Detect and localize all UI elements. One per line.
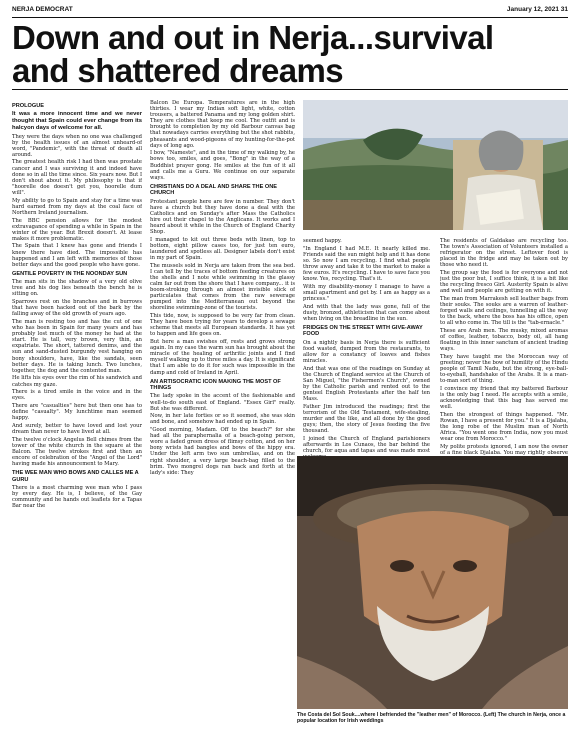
headline-line-2: and shattered dreams [12, 52, 343, 87]
masthead [12, 6, 568, 18]
man-in-hat-photo [297, 456, 568, 709]
paragraph: Now, in her late forties or so it seemed, she was skin and bone, and somehow had ended up in Spain. [150, 413, 295, 426]
paragraph: The Spain that I knew has gone and friends I knew there have died. The impossible has happened and I am left with memories of those better days and the good people who have gone. [12, 243, 142, 268]
paragraph: The residents of Galdakao are recycling too. The town's Association of Volunteers installed a refrigerator on the street. Leftover food is placed in the fridge and may be taken out by those who need it. [440, 238, 568, 269]
paragraph: This tide, now, is supposed to be very far from clean. They have been trying for years to develop a sewage scheme that meets all European standards. It has yet to happen and life goes on. [150, 313, 295, 338]
lead-paragraph: It was a more innocent time and we never thought that Spain could ever change from its halcyon days of welcome for all. [12, 111, 142, 131]
paragraph: The man from Marrakesh sell leather bags from their souks. The souks are a warren of leather-forged walls and ceilings, tunnelling all the way to the back, where the boss has his office, open to all who come in. The till is the "tab-ernacle." [440, 296, 568, 327]
paragraph: Balcon De Europa. Temperatures are in the high thirties. I wear my Indian soft light, white, cotton trousers, a battered Panama and my long golden shirt. They are clothes that keep me cool. The outfit and is brought to completion by my old Barbour canvas bag that nowadays carries everything but the shot rabbits, pheasants and wood-pigeons of my hunting-for-the-pot days of long ago. [150, 100, 295, 149]
paragraph: And that was one of the readings on Sunday at the Church of England service at the Church of San Miguel, "the Fishermen's Church", owned by the Catholic parish and rented out to the genteel English Protestants after the half ten Mass. [303, 365, 430, 403]
headline [12, 21, 568, 87]
woman-reading-photo-image [303, 100, 568, 230]
page-date: January 12, 2021 31 [506, 6, 568, 13]
section-heading: FRIDGES ON THE STREET WITH GIVE-AWAY FOOD [303, 325, 423, 338]
paragraph: The BBC pension allows for the modest extravagance of spending a while in Spain in the winter of the year. But Brexit doesn't. At lease makes it more problematic. [12, 217, 142, 242]
section-heading: PROLOGUE [12, 103, 45, 109]
paragraph: On a nightly basis in Nerja there is sufficient food wasted, dumped from the restaurants, to allow for a constancy of loaves and fishes miracles. [303, 339, 430, 365]
paper-name: NERJA DEMOCRAT [12, 6, 73, 13]
section-heading: GENTILE POVERTY IN THE NOONDAY SUN [12, 270, 128, 277]
column-2 [150, 100, 295, 737]
paragraph: Father Jim introduced the readings; first the terrorism of the Old Testament, wife-stealing, murder and the like, and all done by the good guys; then, the story of Jesus feeding the five thousand. [303, 403, 430, 435]
paragraph: They have taught me the Moroccan way of greeting; never the bow of humility of the Hindu people of Tamil Nadu, but the strong, eye-ball-to-eyeball, handshake of the Arabs. It is a man-to-man sort of thing. [440, 354, 568, 385]
paragraph: They were the days when no one was challenged by the health issues of an almost unheard-of word, "Pandemic", with the threat of death all around. [12, 133, 142, 158]
paragraph: And surely, better to have loved and lost your dream than never to have lived at all. [12, 422, 142, 435]
paragraph: The mussels sold in Nerja are taken from the sea bed. I can tell by the traces of bottom feeding creatures on the shells and I note while swimming in the glassy calm far out from the shore that I have company... it is boom-stroking through an almost invisible slick of particulates that comes from the raw sewerage pumped into the Mediterranean out beyond the shoreline swimming-zone of the tourists. [150, 262, 295, 312]
paragraph: There is a tired smile in the voice and in the eyes. [12, 389, 142, 402]
paragraph: Sparrows rest on the branches and in burrows that have been hacked out of the bark by the falling away of the old growth of years ago. [12, 299, 142, 318]
paragraph: Protestant people here are few in number. They don't have a church but they have done a deal with the Catholics and on Sunday's after Mass the Catholics hire out their chapel to the Anglicans. It works and I heard about it while in the Church of England Charity Shop. [150, 198, 295, 236]
section-heading: AN ARTISOCRATIC ICON MAKING THE MOST OF THINGS [150, 378, 281, 392]
paragraph: The man is resting too and has the cut of one who has been in Spain for many years and has probably lost much of the money he had at the start. He is tall, very brown, very thin, an expatriate. The short, tattered denims, and the sun and sand-dusted burgundy vest hanging on bony shoulders, have, like the sandals, seen better days. He is taking lunch. Two lunches, together, the dog and the contented man. [12, 319, 142, 374]
paragraph: With my disability-money I manage to have a small apartment and get by. I am as happy as a princess." [303, 283, 430, 303]
paragraph: These are Arab men. The musky, mixed aromas of coffee, leather, tobacco, body oil, all hang floating in this inner sanctum of ancient trading ways. [440, 328, 568, 353]
paragraph: The man sits in the shadow of a very old olive tree and his dog lies beneath the bench he is sitting on. [12, 279, 142, 298]
article-body [12, 100, 568, 737]
paragraph: I convince my friend that my battered Barbour is the only bag I need. He accepts with a smile, acknowledging that this bag has served me well. [440, 386, 568, 411]
woman-reading-photo [303, 100, 568, 230]
paragraph: "Good morning, Madam. Off to the beach?" for she had all the paraphernalia of a beach-going person, wore a faded green dress of flimsy cotton, and on her bony wrists had bangles and bows of the hippy era. Under the left arm two sun umbrellas, and on the right shoulder, a very large beach-bag filled to the brim. Two mongrel dogs ran back and forth at the lady's side: They [150, 427, 295, 476]
photo-caption: The Costa del Sol Souk....where I befriended the "leather men" of Morocco. (Left) The church in Nerja, once a popular location for Irish weddings [297, 712, 566, 725]
paragraph: But here a man swishes off, rests and grows strong again. In my case the warm sun has brought about the miracle of the healing of arthritic joints and I find myself walking up to three miles a day. It is significant that I am able to do it for such was impossible in the damp and cold of Ireland in April. [150, 339, 295, 376]
paragraph: I managed to kit out three beds with linen, top to bottom, eight pillow cases too, for just ten euro, laundered and spotless all. Designer labels don't exist in my part of Spain. [150, 236, 295, 262]
paragraph: My polite protests ignored, I am now the owner of a fine black Djalaba. You may rightly observe [440, 444, 568, 457]
section-heading: THE WEE MAN WHO BOWS AND CALLES ME A GURU [12, 470, 139, 483]
paragraph: The lady spoke in the accent of the fashionable and well-to-do south east of England. "Essex Girl" really. But she was different. [150, 393, 295, 412]
paragraph: The greatest health risk I had then was prostate cancer and I was surviving it and indeed have done so in all the time since. Six years now. But I don't shout about it. My philosophy is that if "hoorelle doe doesn't get you, hoorelle dum will". [12, 159, 142, 196]
paragraph: The twelve o'clock Angelus Bell chimes from the tower of the white church in the square at the Balcon. The twelve strokes first and then an encore of celebration of the "Angel of the Lord" having made his announcement to Mary. [12, 436, 142, 468]
paragraph: The group say the food is for everyone and not just the poor but, I suffice think, it is a bit like the recycling fresco Girl. Austerity Spain is alive and well and people are getting on with it. [440, 270, 568, 295]
paragraph: He lifts his eyes over the rim of his sandwich and catches my gaze. [12, 375, 142, 388]
paragraph: I joined the Church of England parishioners afterwards in Los Cunaos, the bar behind the church, for aqua and tapas and was made most [303, 436, 430, 455]
paragraph: I bow, "Nameste", and in the time of my walking by, he bows too, smiles, and goes, "Bong" in the way of a Buddhist prayer gong. He smiles at the fun of it all and calls me a Guru. We continue on our separate ways. [150, 150, 295, 181]
man-in-hat-photo-image [297, 456, 568, 709]
headline-line-1: Down and out in Nerja...survival [12, 21, 494, 56]
paragraph: seemed happy. [303, 238, 342, 244]
paragraph: There is a most charming wee man who I pass by every day. He is, I believe, of the Gay community and he hands out leaflets for a Tapas Bar near the [12, 484, 142, 510]
section-heading: CHRISTIANS DO A DEAL AND SHARE THE ONE CHURCH [150, 183, 278, 197]
paragraph: There are "casualties" here but then one has to define "casualty". My lunchtime man seemed happy. [12, 403, 142, 422]
paragraph: My ability to go to Spain and stay for a time was hard earned from my days at the coal face of Northern Ireland journalism. [12, 197, 142, 216]
paragraph: Then the strongest of things happened. "Mr. Rowan, I have a present for you." It is a Djalaba, the long robe of the Muslim man of North Africa. "You went one from India, now you must wear one from Morocco." [440, 412, 568, 443]
paragraph: "In England I had M.E. It nearly killed me. Friends said the sun might help and it has done so. So now I am recycling. I find what people throw away and take it to the market to make a few euros. It's recycling. I have to save face you know. Yes, recycling. That's it. [303, 245, 430, 283]
column-1 [12, 100, 142, 737]
headline-rule [12, 89, 568, 90]
paragraph: And with that the lady was gone, full of the dusty, bronzed, athleticism that can come about when living on the breadline in the sun. [303, 303, 430, 322]
